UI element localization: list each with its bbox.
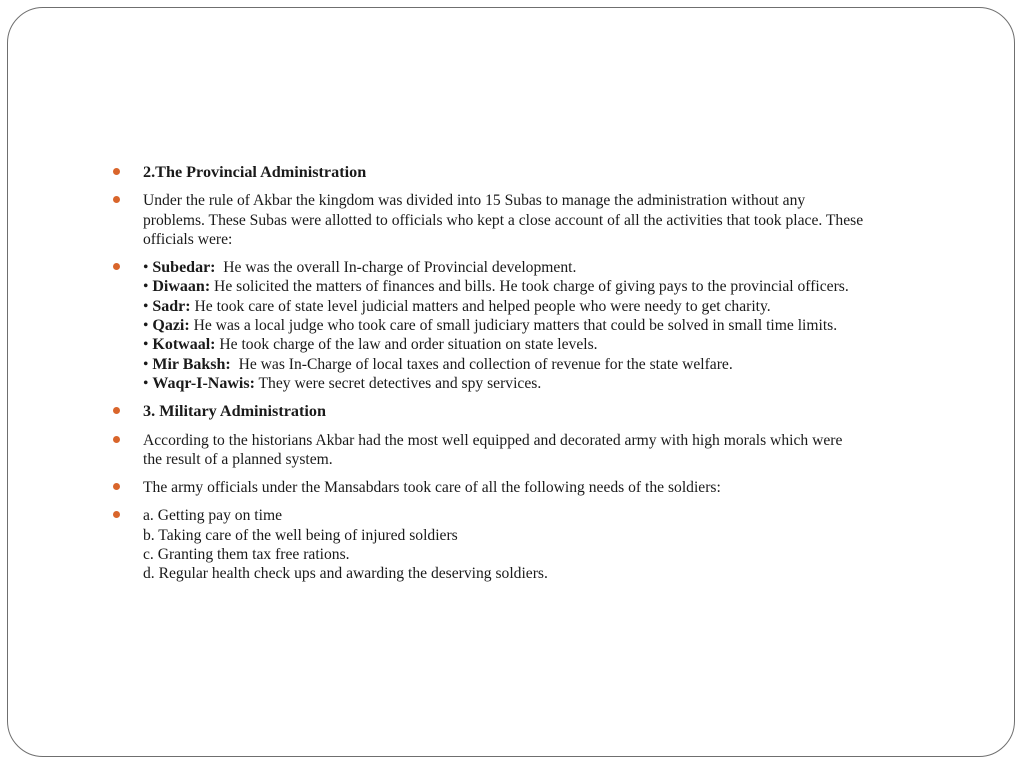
sub-bullet: • bbox=[143, 297, 149, 315]
sub-bullet: • bbox=[143, 336, 149, 354]
bullet-dot-icon bbox=[113, 407, 120, 414]
bullet-item-provincial-heading bbox=[113, 163, 973, 182]
bullet-item-soldier-needs-list bbox=[113, 506, 973, 583]
slide-content bbox=[113, 163, 973, 593]
official-entry-qazi bbox=[143, 316, 973, 335]
paragraph-line: the result of a planned system. bbox=[143, 450, 333, 468]
paragraph-line: officials were: bbox=[143, 230, 233, 248]
bullet-item-military-heading bbox=[113, 402, 973, 421]
official-entry-sadr bbox=[143, 297, 973, 316]
official-entry-diwaan bbox=[143, 277, 973, 296]
sub-bullet: • bbox=[143, 317, 149, 335]
needs-list-item: b. Taking care of the well being of injured soldiers bbox=[143, 526, 458, 544]
needs-list-item: a. Getting pay on time bbox=[143, 507, 283, 525]
paragraph-line: Under the rule of Akbar the kingdom was divided into 15 Subas to manage the administration without any bbox=[143, 192, 806, 210]
official-description: He was the overall In-charge of Provincial development. bbox=[215, 259, 577, 277]
sub-bullet: • bbox=[143, 355, 149, 373]
official-entry-mir-baksh bbox=[143, 355, 973, 374]
bullet-item-historians-paragraph bbox=[113, 431, 973, 470]
bullet-dot-icon bbox=[113, 511, 120, 518]
official-description: He solicited the matters of finances and bills. He took charge of giving pays to the provincial officers. bbox=[210, 278, 849, 296]
official-term: Sadr: bbox=[152, 297, 191, 315]
official-entry-kotwaal bbox=[143, 335, 973, 354]
bullet-dot-icon bbox=[113, 168, 120, 175]
official-term: Qazi: bbox=[152, 317, 190, 335]
official-term: Kotwaal: bbox=[152, 336, 216, 354]
needs-list-item: d. Regular health check ups and awarding the deserving soldiers. bbox=[143, 565, 548, 583]
needs-list-item: c. Granting them tax free rations. bbox=[143, 546, 350, 564]
official-description: He took charge of the law and order situation on state levels. bbox=[215, 336, 598, 354]
bullet-dot-icon bbox=[113, 436, 120, 443]
bullet-dot-icon bbox=[113, 263, 120, 270]
bullet-dot-icon bbox=[113, 196, 120, 203]
sub-bullet: • bbox=[143, 374, 149, 392]
official-description: He took care of state level judicial matters and helped people who were needy to get charity. bbox=[190, 297, 771, 315]
military-administration-heading: 3. Military Administration bbox=[143, 402, 327, 421]
bullet-dot-icon bbox=[113, 483, 120, 490]
official-term: Subedar: bbox=[152, 259, 216, 277]
official-description: He was In-Charge of local taxes and collection of revenue for the state welfare. bbox=[230, 355, 733, 373]
official-entry-subedar bbox=[143, 258, 973, 277]
sub-bullet: • bbox=[143, 278, 149, 296]
official-entry-waqr-i-nawis bbox=[143, 374, 973, 393]
official-description: He was a local judge who took care of small judiciary matters that could be solved in small time limits. bbox=[189, 317, 838, 335]
provincial-administration-heading: 2.The Provincial Administration bbox=[143, 163, 367, 181]
paragraph-line: problems. These Subas were allotted to officials who kept a close account of all the activities that took place. These bbox=[143, 211, 864, 229]
paragraph-line: The army officials under the Mansabdars took care of all the following needs of the soldiers: bbox=[143, 479, 721, 497]
official-term: Mir Baksh: bbox=[152, 355, 231, 373]
bullet-item-subas-paragraph bbox=[113, 191, 973, 249]
sub-bullet: • bbox=[143, 259, 149, 277]
official-term: Waqr-I-Nawis: bbox=[152, 374, 255, 392]
bullet-item-officials-list bbox=[113, 258, 973, 393]
paragraph-line: According to the historians Akbar had the most well equipped and decorated army with high morals which were bbox=[143, 431, 843, 449]
bullet-item-army-officials-paragraph bbox=[113, 478, 973, 497]
official-description: They were secret detectives and spy services. bbox=[254, 374, 542, 392]
official-term: Diwaan: bbox=[152, 278, 211, 296]
